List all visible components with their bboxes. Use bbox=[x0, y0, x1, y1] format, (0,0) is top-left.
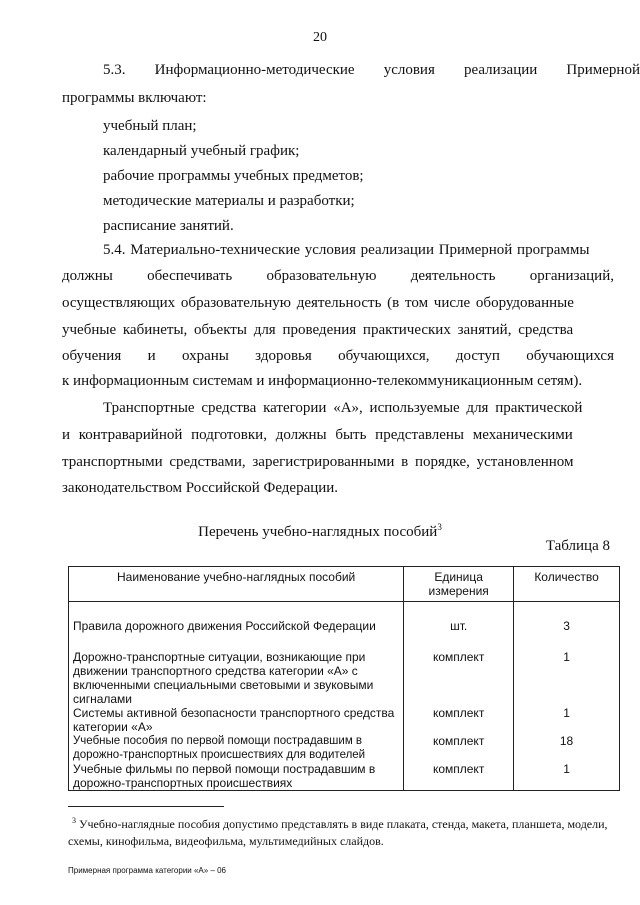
table-caption bbox=[0, 522, 640, 541]
aid-name: Учебные фильмы по первой помощи пострадавшим в дорожно-транспортных происшествиях bbox=[69, 762, 404, 791]
section-5-4-line-2 bbox=[62, 268, 614, 285]
word: Информационно-методические bbox=[154, 62, 355, 78]
transport-line-2: и контраварийной подготовки, должны быть представлены механическими bbox=[62, 427, 573, 443]
word: организаций, bbox=[529, 268, 614, 284]
aid-unit: шт. bbox=[404, 602, 514, 651]
aid-quantity: 3 bbox=[514, 602, 620, 651]
table-number: Таблица 8 bbox=[545, 538, 610, 554]
word: обучающихся, bbox=[338, 348, 430, 364]
table-row bbox=[69, 734, 620, 762]
aid-unit: комплект bbox=[404, 734, 514, 762]
section-5-3-line-1 bbox=[103, 62, 640, 79]
aid-name: Системы активной безопасности транспортного средства категории «А» bbox=[69, 706, 404, 734]
list-item: методические материалы и разработки; bbox=[103, 193, 355, 209]
aid-quantity: 1 bbox=[514, 706, 620, 734]
list-item: рабочие программы учебных предметов; bbox=[103, 168, 364, 184]
column-header: Единица измерения bbox=[404, 567, 514, 602]
footnote-text: Учебно-наглядные пособия допустимо представлять в виде плаката, стенда, макета, планшета, модели, схемы, кинофильма, видеофильма, мультимедийных слайдов. bbox=[68, 817, 608, 848]
word: реализации bbox=[463, 62, 538, 78]
table-row bbox=[69, 650, 620, 706]
word: деятельность bbox=[410, 268, 496, 284]
footnote-mark: 3 bbox=[72, 816, 76, 825]
word: и bbox=[147, 348, 156, 364]
aid-unit: комплект bbox=[404, 762, 514, 791]
transport-line-4: законодательством Российской Федерации. bbox=[62, 480, 339, 496]
table-caption-text: Перечень учебно-наглядных пособий bbox=[198, 524, 438, 540]
word: условия bbox=[383, 62, 435, 78]
section-5-4-line-5 bbox=[62, 348, 614, 365]
page-number: 20 bbox=[313, 30, 327, 45]
section-5-4-line-6: к информационным системам и информационно-телекоммуникационным сетям). bbox=[62, 373, 583, 389]
section-5-4-line-4: учебные кабинеты, объекты для проведения практических занятий, средства bbox=[62, 322, 574, 338]
word: обеспечивать bbox=[147, 268, 233, 284]
column-header: Наименование учебно-наглядных пособий bbox=[69, 567, 404, 602]
word: охраны bbox=[181, 348, 229, 364]
aid-unit: комплект bbox=[404, 650, 514, 706]
table-row bbox=[69, 762, 620, 791]
word: доступ bbox=[455, 348, 500, 364]
transport-line-3: транспортными средствами, зарегистрированными в порядке, установленном bbox=[62, 454, 574, 470]
list-item: учебный план; bbox=[103, 118, 197, 134]
section-5-4-line-1: 5.4. Материально-технические условия реализации Примерной программы bbox=[103, 242, 590, 258]
aid-name: Правила дорожного движения Российской Федерации bbox=[69, 602, 404, 651]
aid-name: Дорожно-транспортные ситуации, возникающие при движении транспортного средства категории «А» с включенными специальными световыми и звуковыми сигналами bbox=[69, 650, 404, 706]
word: образовательную bbox=[266, 268, 377, 284]
table-header-row bbox=[69, 567, 620, 602]
section-5-4-line-3: осуществляющих образовательную деятельность (в том числе оборудованные bbox=[62, 295, 574, 311]
word: должны bbox=[62, 268, 113, 284]
list-item: календарный учебный график; bbox=[103, 143, 300, 159]
word: здоровья bbox=[255, 348, 312, 364]
word: 5.3. bbox=[103, 62, 126, 78]
aid-quantity: 1 bbox=[514, 650, 620, 706]
section-5-3-line-2: программы включают: bbox=[62, 90, 207, 106]
table-row bbox=[69, 602, 620, 651]
aid-quantity: 18 bbox=[514, 734, 620, 762]
footnote-reference: 3 bbox=[437, 522, 442, 532]
page-footer: Примерная программа категории «А» – 06 bbox=[68, 866, 227, 875]
teaching-aids-table bbox=[68, 566, 620, 791]
aid-name: Учебные пособия по первой помощи пострадавшим в дорожно-транспортных происшествиях для водителей bbox=[69, 734, 404, 762]
aid-quantity: 1 bbox=[514, 762, 620, 791]
footnote-divider bbox=[68, 806, 224, 807]
column-header: Количество bbox=[514, 567, 620, 602]
word: обучения bbox=[62, 348, 122, 364]
transport-line-1: Транспортные средства категории «А», используемые для практической bbox=[103, 400, 583, 416]
footnote bbox=[68, 812, 620, 850]
word: обучающихся bbox=[526, 348, 614, 364]
list-item: расписание занятий. bbox=[103, 218, 234, 234]
table-row bbox=[69, 706, 620, 734]
aid-unit: комплект bbox=[404, 706, 514, 734]
word: Примерной bbox=[566, 62, 640, 78]
